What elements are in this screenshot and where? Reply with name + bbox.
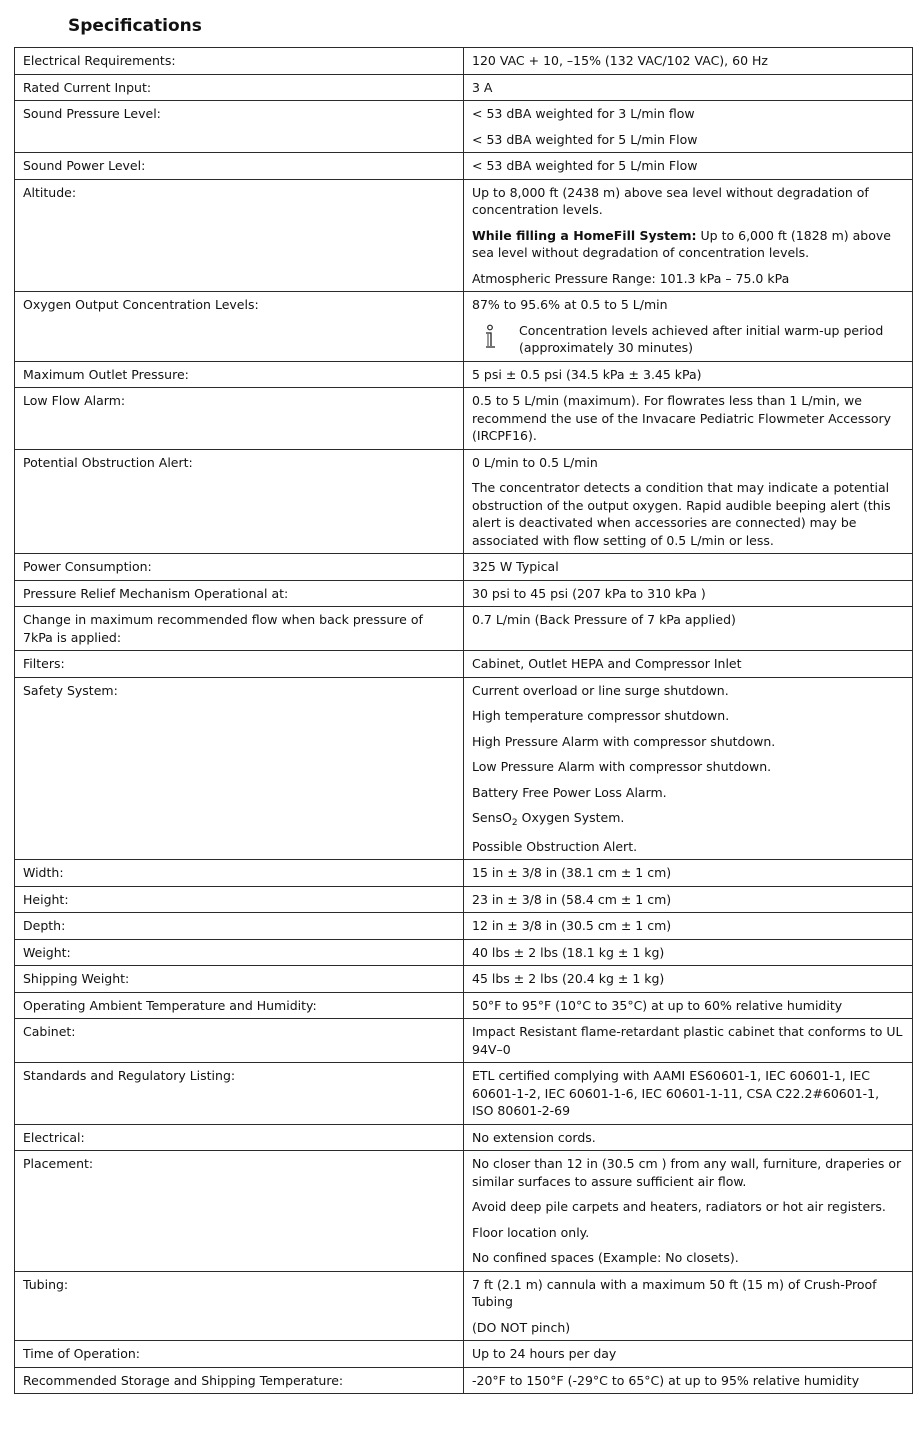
spec-value (464, 101, 913, 153)
table-row (15, 992, 913, 1019)
spec-value: 325 W Typical (464, 554, 913, 581)
table-row (15, 388, 913, 450)
spec-value (464, 292, 913, 362)
spec-label: Depth: (15, 913, 464, 940)
note-text: Concentration levels achieved after initial warm-up period (approximately 30 minutes) (519, 322, 884, 355)
table-row (15, 449, 913, 554)
spec-value: Cabinet, Outlet HEPA and Compressor Inlet (464, 651, 913, 678)
table-row (15, 886, 913, 913)
spec-label: Electrical Requirements: (15, 48, 464, 75)
spec-value-line: Up to 8,000 ft (2438 m) above sea level without degradation of concentration levels. (472, 184, 869, 217)
table-row (15, 554, 913, 581)
spec-value: 15 in ± 3/8 in (38.1 cm ± 1 cm) (464, 860, 913, 887)
table-row (15, 913, 913, 940)
spec-label: Pressure Relief Mechanism Operational at: (15, 580, 464, 607)
spec-value (464, 1271, 913, 1341)
table-row (15, 1063, 913, 1125)
spec-label: Sound Pressure Level: (15, 101, 464, 153)
spec-value-line: Battery Free Power Loss Alarm. (472, 784, 667, 800)
spec-label: Safety System: (15, 677, 464, 860)
spec-label: Time of Operation: (15, 1341, 464, 1368)
spec-value: 3 A (464, 74, 913, 101)
spec-value: 120 VAC + 10, –15% (132 VAC/102 VAC), 60 Hz (464, 48, 913, 75)
spec-value-line: Atmospheric Pressure Range: 101.3 kPa – 75.0 kPa (472, 270, 790, 286)
spec-value: 0.5 to 5 L/min (maximum). For flowrates less than 1 L/min, we recommend the use of the Invacare Pediatric Flowmeter Accessory (IRCPF16). (464, 388, 913, 450)
table-row (15, 74, 913, 101)
table-row (15, 292, 913, 362)
spec-value (464, 449, 913, 554)
spec-label: Placement: (15, 1151, 464, 1272)
spec-value-line: < 53 dBA weighted for 5 L/min Flow (472, 131, 698, 147)
table-row (15, 860, 913, 887)
spec-label: Altitude: (15, 179, 464, 292)
spec-value-line: Avoid deep pile carpets and heaters, radiators or hot air registers. (472, 1199, 886, 1214)
table-row (15, 607, 913, 651)
spec-label: Shipping Weight: (15, 966, 464, 993)
spec-value: 5 psi ± 0.5 psi (34.5 kPa ± 3.45 kPa) (464, 361, 913, 388)
table-row (15, 1151, 913, 1272)
spec-label: Change in maximum recommended flow when back pressure of 7kPa is applied: (15, 607, 464, 651)
spec-value: -20°F to 150°F (-29°C to 65°C) at up to 95% relative humidity (464, 1367, 913, 1394)
table-row (15, 651, 913, 678)
spec-value-line: < 53 dBA weighted for 3 L/min flow (472, 106, 695, 121)
spec-value: < 53 dBA weighted for 5 L/min Flow (464, 153, 913, 180)
table-row (15, 101, 913, 153)
table-row (15, 1341, 913, 1368)
spec-value-line (472, 227, 904, 262)
senso2-prefix: SensO (472, 810, 512, 825)
spec-label: Tubing: (15, 1271, 464, 1341)
senso2-suffix: Oxygen System. (517, 810, 625, 825)
table-row (15, 1019, 913, 1063)
spec-value (464, 677, 913, 860)
spec-value: Up to 24 hours per day (464, 1341, 913, 1368)
spec-value-line: Possible Obstruction Alert. (472, 838, 638, 854)
spec-value-line: No confined spaces (Example: No closets). (472, 1250, 739, 1265)
spec-value: 40 lbs ± 2 lbs (18.1 kg ± 1 kg) (464, 939, 913, 966)
spec-label: Operating Ambient Temperature and Humidity: (15, 992, 464, 1019)
homefill-heading: While filling a HomeFill System: (472, 227, 697, 243)
table-row (15, 1367, 913, 1394)
specifications-table (14, 47, 913, 1394)
spec-value: 30 psi to 45 psi (207 kPa to 310 kPa ) (464, 580, 913, 607)
spec-value: 50°F to 95°F (10°C to 35°C) at up to 60% relative humidity (464, 992, 913, 1019)
info-icon (480, 324, 500, 350)
spec-value-line: 7 ft (2.1 m) cannula with a maximum 50 ft (15 m) of Crush-Proof Tubing (472, 1276, 877, 1309)
spec-value-line: High temperature compressor shutdown. (472, 708, 730, 723)
table-row (15, 939, 913, 966)
spec-value-line: High Pressure Alarm with compressor shutdown. (472, 733, 776, 749)
spec-value-line: 0 L/min to 0.5 L/min (472, 454, 598, 470)
spec-label: Sound Power Level: (15, 153, 464, 180)
page-title: Specifications (68, 16, 202, 36)
spec-value-line: (DO NOT pinch) (472, 1319, 571, 1335)
spec-label: Height: (15, 886, 464, 913)
spec-label: Electrical: (15, 1124, 464, 1151)
spec-label: Width: (15, 860, 464, 887)
spec-label: Power Consumption: (15, 554, 464, 581)
spec-label: Rated Current Input: (15, 74, 464, 101)
senso2-subscript: 2 (511, 818, 518, 828)
table-row (15, 966, 913, 993)
spec-label: Cabinet: (15, 1019, 464, 1063)
table-row (15, 1124, 913, 1151)
spec-label: Recommended Storage and Shipping Temperature: (15, 1367, 464, 1394)
spec-label: Maximum Outlet Pressure: (15, 361, 464, 388)
spec-value-line: No closer than 12 in (30.5 cm ) from any wall, furniture, draperies or similar surfaces to assure sufficient air flow. (472, 1156, 902, 1189)
spec-value: 45 lbs ± 2 lbs (20.4 kg ± 1 kg) (464, 966, 913, 993)
spec-value: Impact Resistant flame-retardant plastic cabinet that conforms to UL 94V–0 (464, 1019, 913, 1063)
spec-value-line: The concentrator detects a condition that may indicate a potential obstruction of the output oxygen. Rapid audible beeping alert (this alert is deactivated when accessories are connected) may be associated with flow setting of 0.5 L/min or less. (472, 480, 891, 548)
spec-label: Standards and Regulatory Listing: (15, 1063, 464, 1125)
table-row (15, 361, 913, 388)
table-row (15, 677, 913, 860)
spec-value: 23 in ± 3/8 in (58.4 cm ± 1 cm) (464, 886, 913, 913)
spec-value-line: Current overload or line surge shutdown. (472, 682, 729, 698)
spec-label: Oxygen Output Concentration Levels: (15, 292, 464, 362)
spec-label: Weight: (15, 939, 464, 966)
spec-label: Filters: (15, 651, 464, 678)
spec-value (464, 1151, 913, 1272)
spec-value-line: Floor location only. (472, 1224, 590, 1240)
spec-label: Potential Obstruction Alert: (15, 449, 464, 554)
spec-value-line: 87% to 95.6% at 0.5 to 5 L/min (472, 297, 668, 312)
spec-value-line (472, 809, 904, 830)
spec-value-line: Low Pressure Alarm with compressor shutdown. (472, 759, 772, 774)
spec-value (464, 179, 913, 292)
spec-value: 12 in ± 3/8 in (30.5 cm ± 1 cm) (464, 913, 913, 940)
info-note (472, 322, 904, 357)
spec-label: Low Flow Alarm: (15, 388, 464, 450)
spec-value: ETL certified complying with AAMI ES60601-1, IEC 60601-1, IEC 60601-1-2, IEC 60601-1-6, IEC 60601-1-11, CSA C22.2#60601-1, ISO 80601-2-69 (464, 1063, 913, 1125)
table-row (15, 48, 913, 75)
table-row (15, 580, 913, 607)
table-row (15, 1271, 913, 1341)
table-row (15, 153, 913, 180)
homefill-text: Up to 6,000 ft (1828 m) above sea level without degradation of concentration levels. (472, 227, 891, 260)
spec-value: 0.7 L/min (Back Pressure of 7 kPa applied) (464, 607, 913, 651)
table-row (15, 179, 913, 292)
spec-value: No extension cords. (464, 1124, 913, 1151)
